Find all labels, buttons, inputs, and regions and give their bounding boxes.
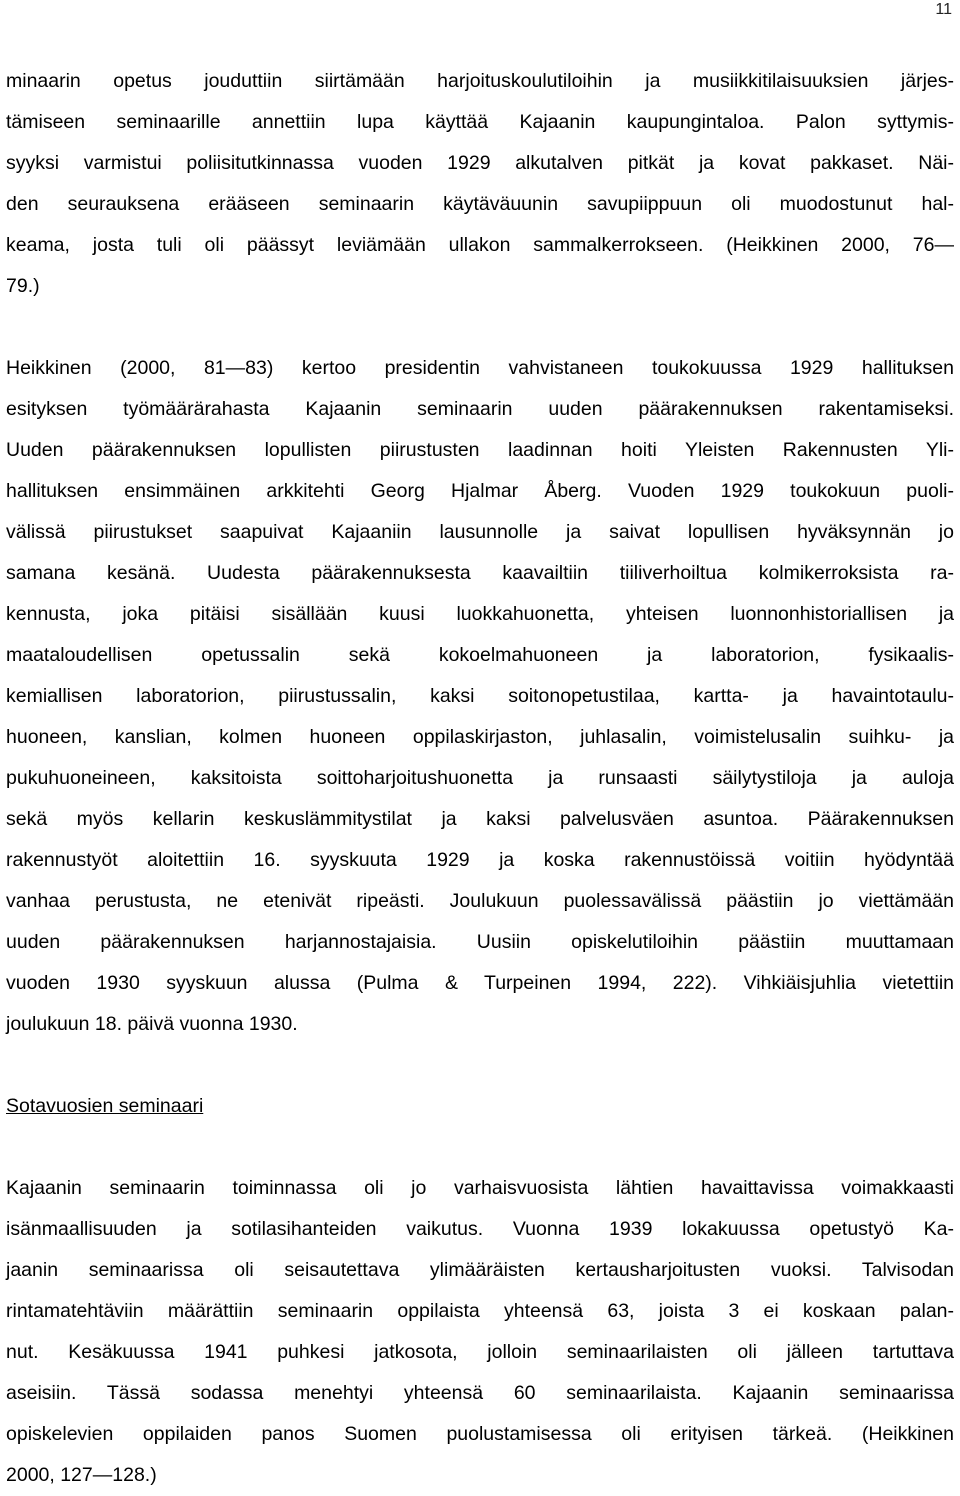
paragraph-gap bbox=[6, 1127, 954, 1168]
text-line: isänmaallisuuden ja sotilasihanteiden vaikutus. Vuonna 1939 lokakuussa opetustyö Ka- bbox=[6, 1218, 954, 1240]
text-line: hallituksen ensimmäinen arkkitehti Georg Hjalmar Åberg. Vuoden 1929 toukokuun puoli- bbox=[6, 480, 954, 502]
paragraph-gap bbox=[6, 307, 954, 348]
text-line: vuoden 1930 syyskuun alussa (Pulma & Turpeinen 1994, 222). Vihkiäisjuhlia vietettiin bbox=[6, 972, 954, 994]
text-line: joulukuun 18. päivä vuonna 1930. bbox=[6, 1013, 298, 1035]
text-line: syyksi varmistui poliisitutkinnassa vuoden 1929 alkutalven pitkät ja kovat pakkaset. Näi- bbox=[6, 152, 954, 174]
text-line: pukuhuoneineen, kaksitoista soittoharjoitushuonetta ja runsaasti säilytystiloja ja auloja bbox=[6, 767, 954, 789]
text-line: Heikkinen (2000, 81—83) kertoo presidentin vahvistaneen toukokuussa 1929 hallituksen bbox=[6, 357, 954, 379]
text-line: huoneen, kanslian, kolmen huoneen oppilaskirjaston, juhlasalin, voimistelusalin suihku- ja bbox=[6, 726, 954, 748]
text-line: uuden päärakennuksen harjannostajaisia. Uusiin opiskelutiloihin päästiin muuttamaan bbox=[6, 931, 954, 953]
text-line: tämiseen seminaarille annettiin lupa käyttää Kajaanin kaupungintaloa. Palon syttymis- bbox=[6, 111, 954, 133]
paragraph-fire-cause bbox=[6, 61, 954, 307]
text-line: välissä piirustukset saapuivat Kajaaniin lausunnolle ja saivat lopullisen hyväksynnän jo bbox=[6, 521, 954, 543]
paragraph-gap bbox=[6, 1045, 954, 1086]
text-line: Uuden päärakennuksen lopullisten piirustusten laadinnan hoiti Yleisten Rakennusten Yli- bbox=[6, 439, 954, 461]
text-line: den seurauksena erääseen seminaarin käytäväuunin savupiippuun oli muodostunut hal- bbox=[6, 193, 954, 215]
text-line: Kajaanin seminaarin toiminnassa oli jo varhaisvuosista lähtien havaittavissa voimakkaasti bbox=[6, 1177, 954, 1199]
text-line: kemiallisen laboratorion, piirustussalin, kaksi soitonopetustilaa, kartta- ja havaintotaulu- bbox=[6, 685, 954, 707]
document-body bbox=[6, 61, 954, 1496]
text-line: esityksen työmäärärahasta Kajaanin seminaarin uuden päärakennuksen rakentamiseksi. bbox=[6, 398, 954, 420]
text-line: vanhaa perustusta, ne etenivät ripeästi. Joulukuun puolessavälissä päästiin jo viettämään bbox=[6, 890, 954, 912]
section-heading: Sotavuosien seminaari bbox=[6, 1095, 204, 1117]
paragraph-new-main-building bbox=[6, 348, 954, 1045]
text-line: opiskelevien oppilaiden panos Suomen puolustamisessa oli erityisen tärkeä. (Heikkinen bbox=[6, 1423, 954, 1445]
text-line: maataloudellisen opetussalin sekä kokoelmahuoneen ja laboratorion, fysikaalis- bbox=[6, 644, 954, 666]
text-line: sekä myös kellarin keskuslämmitystilat ja kaksi palvelusväen asuntoa. Päärakennuksen bbox=[6, 808, 954, 830]
text-line: kennusta, joka pitäisi sisällään kuusi luokkahuonetta, yhteisen luonnonhistoriallisen ja bbox=[6, 603, 954, 625]
page-number: 11 bbox=[935, 1, 952, 18]
text-line: jaanin seminaarissa oli seisautettava ylimääräisten kertausharjoitusten vuoksi. Talvisodan bbox=[6, 1259, 954, 1281]
text-line: 2000, 127—128.) bbox=[6, 1464, 157, 1486]
text-line: 79.) bbox=[6, 275, 40, 297]
text-line: keama, josta tuli oli päässyt leviämään ullakon sammalkerrokseen. (Heikkinen 2000, 76— bbox=[6, 234, 954, 256]
text-line: rintamatehtäviin määrättiin seminaarin oppilaista yhteensä 63, joista 3 ei koskaan palan- bbox=[6, 1300, 954, 1322]
text-line: samana kesänä. Uudesta päärakennuksesta kaavailtiin tiiliverhoiltua kolmikerroksista ra- bbox=[6, 562, 954, 584]
text-line: nut. Kesäkuussa 1941 puhkesi jatkosota, jolloin seminaarilaisten oli jälleen tartuttava bbox=[6, 1341, 954, 1363]
text-line: aseisiin. Tässä sodassa menehtyi yhteensä 60 seminaarilaista. Kajaanin seminaarissa bbox=[6, 1382, 954, 1404]
text-line: rakennustyöt aloitettiin 16. syyskuuta 1929 ja koska rakennustöissä voitiin hyödyntää bbox=[6, 849, 954, 871]
paragraph-war-years bbox=[6, 1168, 954, 1496]
text-line: minaarin opetus jouduttiin siirtämään harjoituskoulutiloihin ja musiikkitilaisuuksien järjes- bbox=[6, 70, 954, 92]
